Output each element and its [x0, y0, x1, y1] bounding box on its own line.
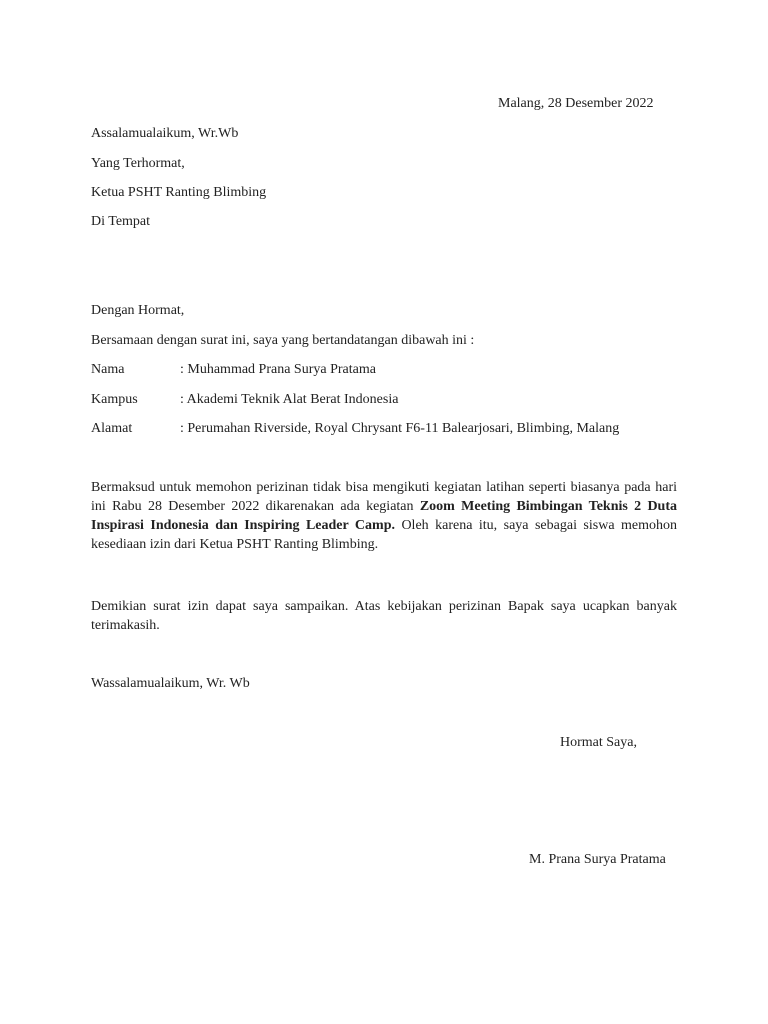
intro-text: Bersamaan dengan surat ini, saya yang bertandatangan dibawah ini :	[91, 333, 475, 348]
greeting: Assalamualaikum, Wr.Wb	[91, 126, 239, 141]
identity-value-alamat: : Perumahan Riverside, Royal Chrysant F6-11 Balearjosari, Blimbing, Malang	[180, 421, 620, 436]
identity-label-nama: Nama	[91, 362, 125, 377]
body-paragraph	[91, 478, 677, 554]
identity-label-kampus: Kampus	[91, 392, 138, 407]
recipient-name: Ketua PSHT Ranting Blimbing	[91, 185, 267, 200]
identity-value-kampus: : Akademi Teknik Alat Berat Indonesia	[180, 392, 399, 407]
recipient-place: Di Tempat	[91, 214, 151, 229]
body-text-part1: Bermaksud untuk memohon perizinan tidak bisa mengikuti kegiatan latihan seperti biasanya pada hari ini Rabu 28 Desember 2022 dikarenakan ada kegiatan	[91, 480, 677, 514]
signer-name: M. Prana Surya Pratama	[529, 852, 666, 867]
farewell: Wassalamualaikum, Wr. Wb	[91, 676, 250, 691]
body-text-part2: Oleh karena itu, saya sebagai siswa memohon kesediaan izin dari Ketua PSHT Ranting Blimbing.	[91, 518, 677, 552]
sign-off: Hormat Saya,	[560, 735, 637, 750]
salutation: Dengan Hormat,	[91, 303, 185, 318]
identity-value-nama: : Muhammad Prana Surya Pratama	[180, 362, 376, 377]
body-text-bold: Zoom Meeting Bimbingan Teknis 2 Duta Inspirasi Indonesia dan Inspiring Leader Camp.	[91, 499, 677, 533]
identity-label-alamat: Alamat	[91, 421, 133, 436]
date-line: Malang, 28 Desember 2022	[498, 96, 654, 111]
recipient-honorific: Yang Terhormat,	[91, 156, 185, 171]
closing-paragraph: Demikian surat izin dapat saya sampaikan. Atas kebijakan perizinan Bapak saya ucapkan banyak terimakasih.	[91, 599, 677, 633]
